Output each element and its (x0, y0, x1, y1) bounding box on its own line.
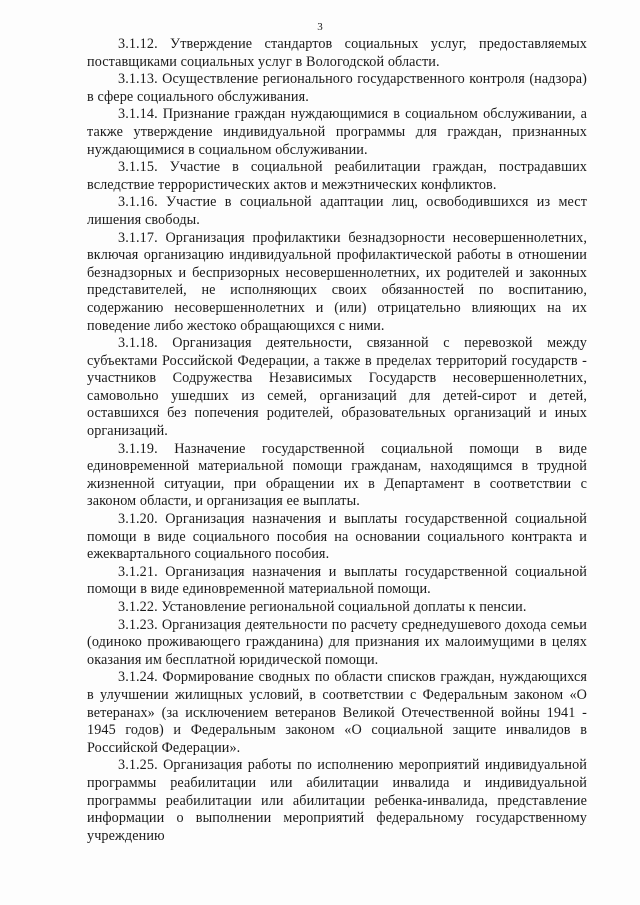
paragraph-3-1-16: 3.1.16. Участие в социальной адаптации лиц, освободившихся из мест лишения свободы. (87, 194, 587, 228)
page-number: 3 (317, 21, 323, 33)
paragraph-3-1-14: 3.1.14. Признание граждан нуждающимися в социальном обслуживании, а также утверждение индивидуальной программы для граждан, признанных нуждающимися в социальном обслуживании. (87, 106, 587, 158)
paragraph-3-1-21: 3.1.21. Организация назначения и выплаты государственной социальной помощи в виде единовременной материальной помощи. (87, 563, 587, 598)
paragraph-3-1-15: 3.1.15. Участие в социальной реабилитации граждан, пострадавших вследствие террористических актов и межэтнических конфликтов. (87, 159, 587, 193)
paragraph-3-1-22: 3.1.22. Установление региональной социальной доплаты к пенсии. (118, 599, 527, 615)
paragraph-3-1-18: 3.1.18. Организация деятельности, связанной с перевозкой между субъектами Российской Федерации, а также в пределах территорий государств - участников Содружества Независимых Государств несовершеннолетних, самовольно ушедших из семей, организаций для детей-сирот и детей, оставшихся без попечения родителей, образовательных организаций и иных организаций. (87, 335, 587, 440)
document-body (87, 36, 587, 845)
paragraph-3-1-25: 3.1.25. Организация работы по исполнению мероприятий индивидуальной программы реабилитации или абилитации инвалида и индивидуальной программы реабилитации или абилитации ребенка-инвалида, представление информации о выполнении мероприятий федеральному государственному учреждению (87, 757, 587, 844)
paragraph-3-1-17: 3.1.17. Организация профилактики безнадзорности несовершеннолетних, включая организацию индивидуальной профилактической работы в отношении безнадзорных и беспризорных несовершеннолетних, их родителей и законных представителей, не исполняющих своих обязанностей по воспитанию, содержанию несовершеннолетних и (или) отрицательно влияющих на их поведение либо жестоко обращающихся с ними. (87, 229, 587, 334)
paragraph-3-1-12: 3.1.12. Утверждение стандартов социальных услуг, предоставляемых поставщиками социальных услуг в Вологодской области. (87, 36, 587, 70)
paragraph-3-1-24: 3.1.24. Формирование сводных по области списков граждан, нуждающихся в улучшении жилищных условий, в соответствии с Федеральным законом «О ветеранах» (за исключением ветеранов Великой Отечественной войны 1941 - 1945 годов) и Федеральным законом «О социальной защите инвалидов в Российской Федерации». (87, 669, 587, 756)
paragraph-3-1-20: 3.1.20. Организация назначения и выплаты государственной социальной помощи в виде социального пособия на основании социального контракта и ежеквартального социального пособия. (87, 511, 587, 563)
paragraph-3-1-13: 3.1.13. Осуществление регионального государственного контроля (надзора) в сфере социального обслуживания. (87, 71, 587, 105)
paragraph-3-1-23: 3.1.23. Организация деятельности по расчету среднедушевого дохода семьи (одиноко проживающего гражданина) для признания их малоимущими в целях оказания им бесплатной юридической помощи. (87, 616, 587, 668)
paragraph-3-1-19: 3.1.19. Назначение государственной социальной помощи в виде единовременной материальной помощи гражданам, находящимся в трудной жизненной ситуации, при обращении их в Департамент в соответствии с законом области, и организация ее выплаты. (87, 440, 587, 510)
